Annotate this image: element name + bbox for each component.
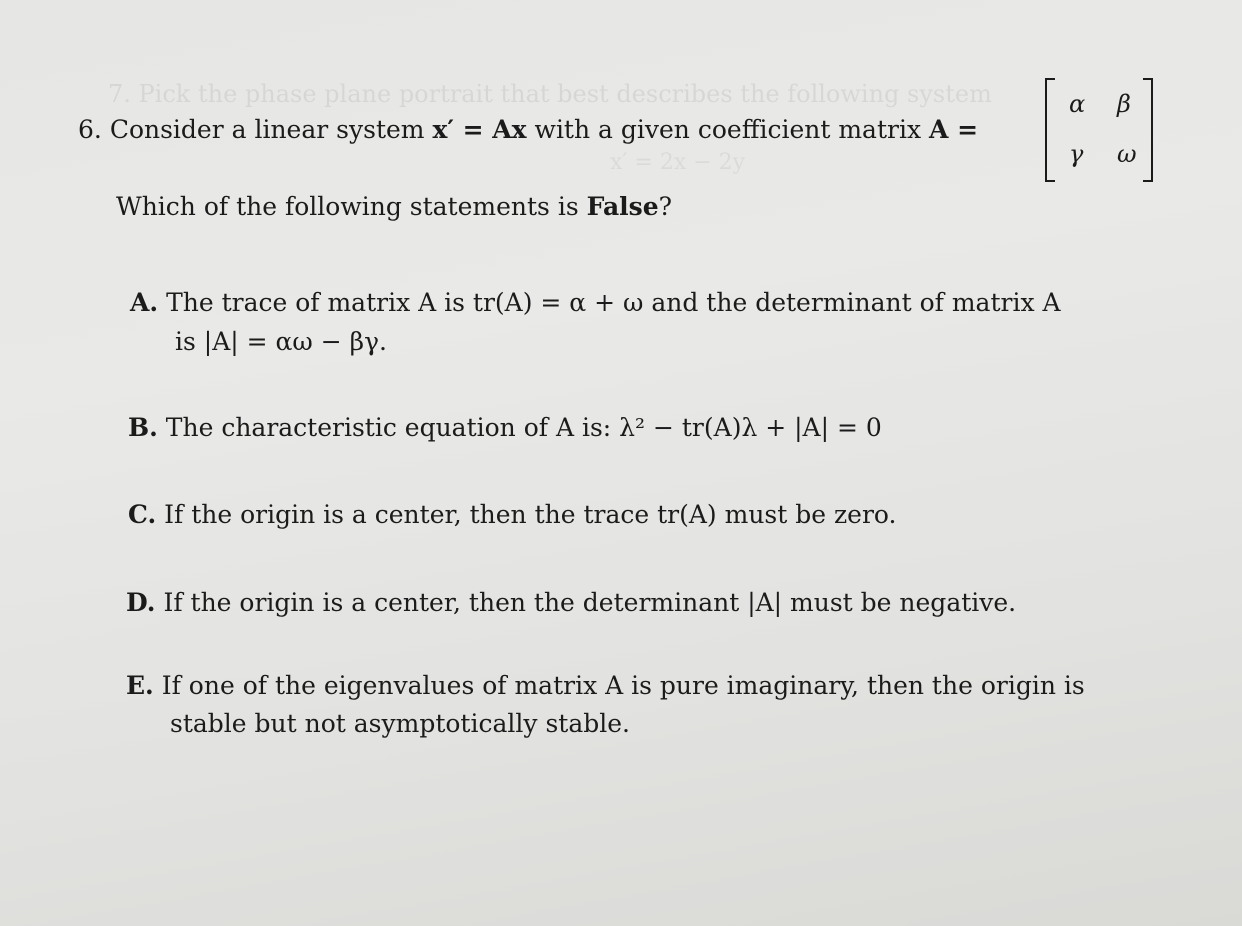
question-prompt [116,194,672,219]
matrix-cell-gamma: γ [1069,140,1084,168]
matrix-label: A = [929,115,979,144]
matrix-right-bracket [1143,78,1153,182]
matrix-cell-alpha: α [1069,90,1086,118]
matrix-cell-omega: ω [1117,140,1137,168]
option-d[interactable] [126,590,1016,615]
option-letter: A. [130,288,159,317]
system-equation: x′ = Ax [432,115,527,144]
bleed-through-equation: x′ = 2x − 2y [610,150,746,175]
option-a-continuation: is |A| = αω − βγ. [175,327,387,356]
option-e[interactable] [126,673,1085,698]
option-letter: E. [126,671,154,700]
prompt-false-word: False [586,192,659,221]
question-intro: Consider a linear system [109,115,433,144]
matrix-left-bracket [1045,78,1055,182]
question-intro-tail: with a given coefficient matrix [526,115,929,144]
option-letter: D. [126,588,156,617]
option-b[interactable] [128,415,882,440]
prompt-question-mark: ? [658,192,673,221]
option-a[interactable] [130,290,1061,315]
option-letter: B. [128,413,158,442]
option-text: If the origin is a center, then the determinant |A| must be negative. [163,588,1017,617]
coefficient-matrix [1045,78,1153,182]
question-number: 6. [78,115,102,144]
bleed-through-text: 7. Pick the phase plane portrait that best describes the following system [108,80,992,108]
option-e-continuation: stable but not asymptotically stable. [170,709,630,738]
prompt-text: Which of the following statements is [116,192,587,221]
option-text: If the origin is a center, then the trace tr(A) must be zero. [164,500,897,529]
option-text: The trace of matrix A is tr(A) = α + ω and the determinant of matrix A [166,288,1061,317]
option-letter: C. [128,500,157,529]
question-statement [78,117,978,142]
matrix-cell-beta: β [1117,90,1131,118]
option-c[interactable] [128,502,896,527]
option-text: If one of the eigenvalues of matrix A is pure imaginary, then the origin is [161,671,1085,700]
option-text: The characteristic equation of A is: λ² − tr(A)λ + |A| = 0 [165,413,882,442]
